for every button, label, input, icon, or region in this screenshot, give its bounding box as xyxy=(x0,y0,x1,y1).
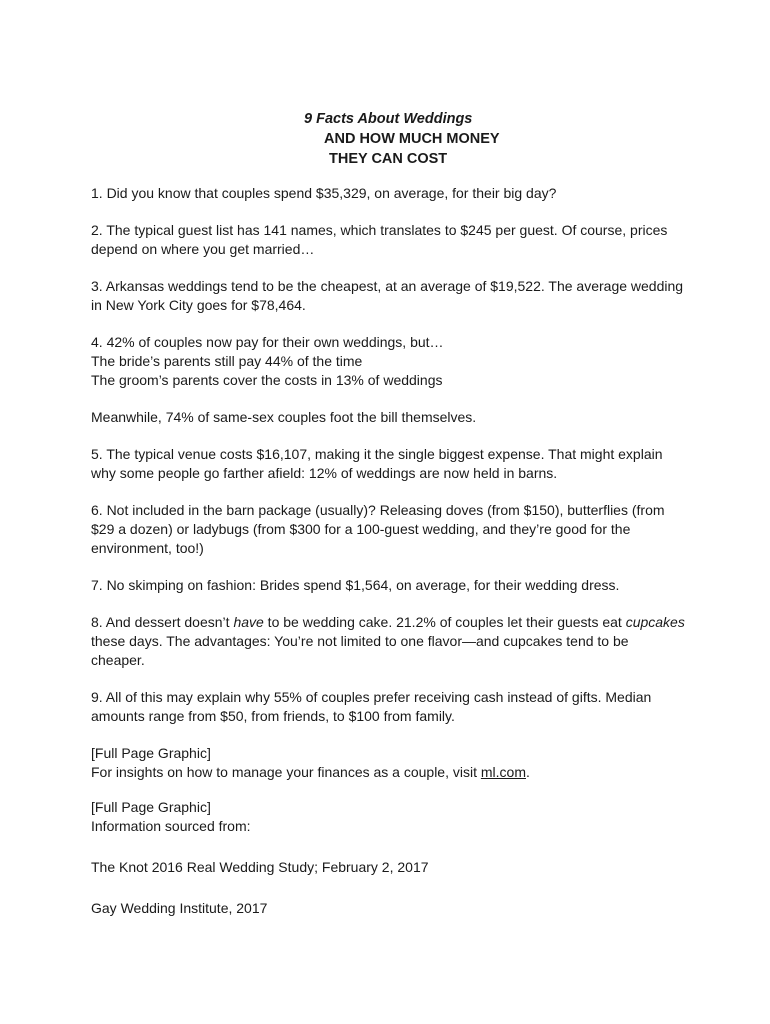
graphic-2-text: Information sourced from: xyxy=(91,818,251,834)
fact-2-line-2: depend on where you get married… xyxy=(91,241,315,257)
fact-5-line-2: why some people go farther afield: 12% of weddings are now held in barns. xyxy=(91,465,558,481)
title-line-3: THEY CAN COST xyxy=(329,151,448,167)
fact-4-line-3: The groom’s parents cover the costs in 13% of weddings xyxy=(91,372,443,388)
graphic-1-label: [Full Page Graphic] xyxy=(91,745,211,761)
fact-6-line-1: 6. Not included in the barn package (usually)? Releasing doves (from $150), butterflies (from xyxy=(91,502,665,518)
source-1 xyxy=(91,858,691,877)
fact-8-text-a: 8. And dessert doesn’t xyxy=(91,614,234,630)
fact-8-emphasis-have: have xyxy=(233,614,264,630)
meanwhile-note xyxy=(91,408,691,427)
fact-4-line-1: 4. 42% of couples now pay for their own weddings, but… xyxy=(91,334,444,350)
fact-1-text: 1. Did you know that couples spend $35,329, on average, for their big day? xyxy=(91,185,557,201)
graphic-1-period: . xyxy=(526,764,530,780)
fact-1 xyxy=(91,184,691,203)
fact-2-line-1: 2. The typical guest list has 141 names, which translates to $245 per guest. Of course, prices xyxy=(91,222,668,238)
source-1-text: The Knot 2016 Real Wedding Study; February 2, 2017 xyxy=(91,859,429,875)
fact-3-line-2: in New York City goes for $78,464. xyxy=(91,297,306,313)
fact-7-text: 7. No skimping on fashion: Brides spend $1,564, on average, for their wedding dress. xyxy=(91,577,620,593)
fact-8-line-2: these days. The advantages: You’re not limited to one flavor—and cupcakes tend to be xyxy=(91,633,629,649)
graphic-1-text xyxy=(91,763,691,782)
fact-6-line-3: environment, too!) xyxy=(91,540,204,556)
fact-9-line-2: amounts range from $50, from friends, to $100 from family. xyxy=(91,708,455,724)
meanwhile-text: Meanwhile, 74% of same-sex couples foot the bill themselves. xyxy=(91,409,477,425)
fact-8 xyxy=(91,613,691,670)
fact-7 xyxy=(91,576,691,595)
fact-2 xyxy=(91,221,691,259)
document-title xyxy=(0,110,770,170)
graphic-note-1 xyxy=(91,744,691,782)
fact-9-line-1: 9. All of this may explain why 55% of couples prefer receiving cash instead of gifts. Median xyxy=(91,689,652,705)
fact-4 xyxy=(91,333,691,390)
graphic-2-label: [Full Page Graphic] xyxy=(91,799,211,815)
fact-9 xyxy=(91,688,691,726)
fact-3 xyxy=(91,277,691,315)
graphic-1-sentence: For insights on how to manage your finances as a couple, visit xyxy=(91,764,481,780)
source-2-text: Gay Wedding Institute, 2017 xyxy=(91,900,268,916)
title-line-2: AND HOW MUCH MONEY xyxy=(324,131,500,147)
fact-5 xyxy=(91,445,691,483)
fact-8-line-3: cheaper. xyxy=(91,652,145,668)
fact-4-line-2: The bride’s parents still pay 44% of the time xyxy=(91,353,363,369)
document-body xyxy=(91,184,691,936)
title-line-1: 9 Facts About Weddings xyxy=(304,111,473,127)
fact-6 xyxy=(91,501,691,558)
fact-8-text-b: to be wedding cake. 21.2% of couples let their guests eat xyxy=(263,614,626,630)
ml-com-link[interactable]: ml.com xyxy=(480,764,526,780)
graphic-note-2 xyxy=(91,798,691,836)
fact-3-line-1: 3. Arkansas weddings tend to be the cheapest, at an average of $19,522. The average wedding xyxy=(91,278,684,294)
fact-8-emphasis-cupcakes: cupcakes xyxy=(625,614,685,630)
fact-8-line-1 xyxy=(91,613,691,632)
fact-6-line-2: $29 a dozen) or ladybugs (from $300 for a 100-guest wedding, and they’re good for the xyxy=(91,521,631,537)
source-2 xyxy=(91,899,691,918)
fact-5-line-1: 5. The typical venue costs $16,107, making it the single biggest expense. That might explain xyxy=(91,446,663,462)
